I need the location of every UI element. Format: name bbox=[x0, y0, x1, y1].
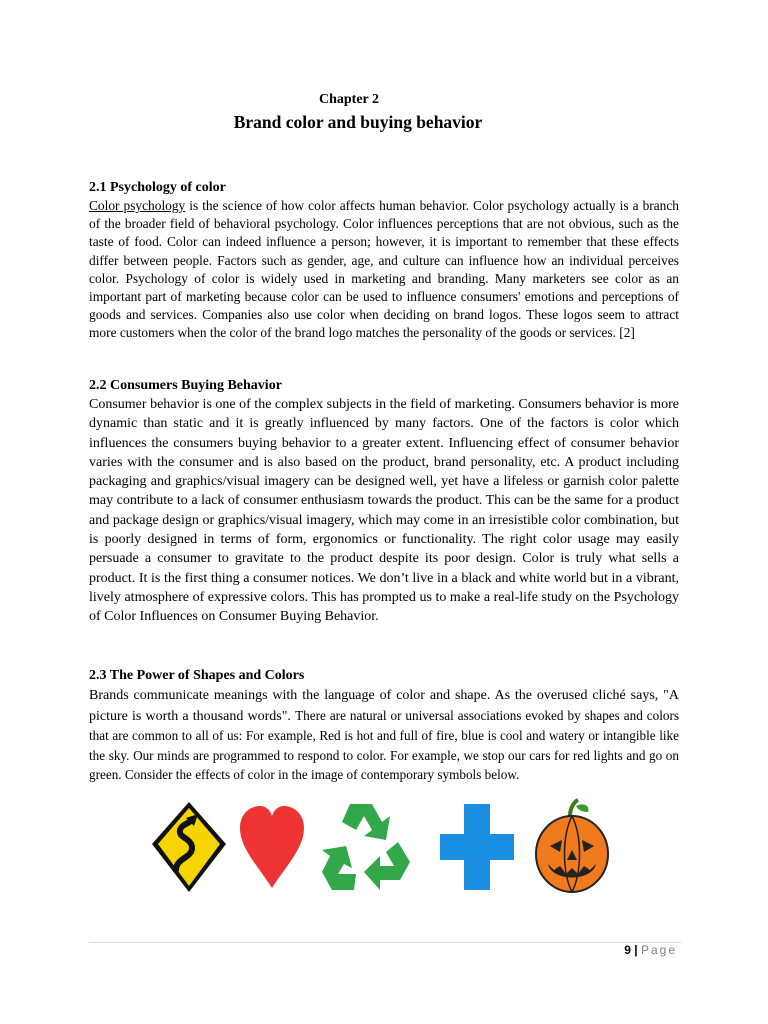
color-psychology-link[interactable]: Color psychology bbox=[89, 198, 186, 213]
section-body-rest: There are natural or universal associations evoked by shapes and colors that are common to all of us: For example, Red is hot and full of fire, blue is cool and watery or intangible like the sky. Our minds are programmed to respond to color. For example, we stop our cars for red lights and go on green. Consider the effects of color in the image of contemporary symbols below. bbox=[89, 707, 679, 782]
section-psychology-of-color bbox=[89, 179, 679, 343]
section-body-text: is the science of how color affects human behavior. Color psychology actually is a branch of the broader field of behavioral psychology. Color influences perceptions that are not obvious, such as the taste of food. Color can indeed influence a person; however, it is important to remember that these effects differ between people. Factors such as gender, age, and culture can influence how an individual perceives color. Psychology of color is widely used in marketing and branding. Many marketers see color as an important part of marketing because color can be used to influence consumers' emotions and perceptions of goods and services. Companies also use color when deciding on brand logos. These logos seem to attract more customers when the color of the brand logo matches the personality of the goods or services. [2] bbox=[89, 198, 679, 341]
section-consumers-buying-behavior bbox=[89, 376, 679, 627]
page-separator: | bbox=[630, 943, 641, 957]
section-heading: 2.2 Consumers Buying Behavior bbox=[89, 378, 282, 393]
section-body: Consumer behavior is one of the complex subjects in the field of marketing. Consumers behavior is more dynamic than static and it is greatly influenced by many factors. One of the factors is color which influences the consumers buying behavior to a greater extent. Influencing effect of consumer behavior varies with the consumer and is also based on the product, brand personality, etc. A product including packaging and graphics/visual imagery can be designed well, yet have a lifeless or garnish color palette may contribute to a lack of consumer enthusiasm towards the product. This can be the same for a product and package design or graphics/visual imagery, which may come in an irresistible color combination, but is poorly designed in terms of form, ergonomics or functionality. The right color usage may easily persuade a consumer to gravitate to the product despite its poor design. Color is truly what sells a product. It is the first thing a consumer notices. We don’t live in a black and white world but in a vibrant, lively atmosphere of expressive colors. This has prompted us to make a real-life study on the Psychology of Color Influences on Consumer Buying Behavior. bbox=[89, 397, 679, 625]
section-body bbox=[89, 685, 679, 785]
chapter-title: Brand color and buying behavior bbox=[233, 112, 483, 132]
heart-icon bbox=[236, 796, 308, 900]
section-body-lead: Brands communicate meanings with the language of color and shape. As the overused cliché says, "A picture is worth a thousand words". bbox=[89, 688, 679, 724]
section-heading: 2.3 The Power of Shapes and Colors bbox=[89, 668, 305, 683]
page-footer bbox=[480, 943, 677, 957]
recycle-icon bbox=[320, 796, 414, 900]
jack-o-lantern-icon bbox=[532, 796, 612, 900]
section-body bbox=[89, 197, 679, 343]
winding-road-sign-icon bbox=[148, 796, 230, 900]
page-number: 9 bbox=[624, 943, 631, 957]
contemporary-symbols-image bbox=[148, 796, 628, 900]
section-power-of-shapes-and-colors bbox=[89, 666, 679, 785]
page-word: Page bbox=[640, 943, 677, 957]
chapter-label: Chapter 2 bbox=[318, 92, 380, 107]
medical-cross-icon bbox=[438, 796, 516, 900]
section-heading: 2.1 Psychology of color bbox=[89, 180, 226, 195]
